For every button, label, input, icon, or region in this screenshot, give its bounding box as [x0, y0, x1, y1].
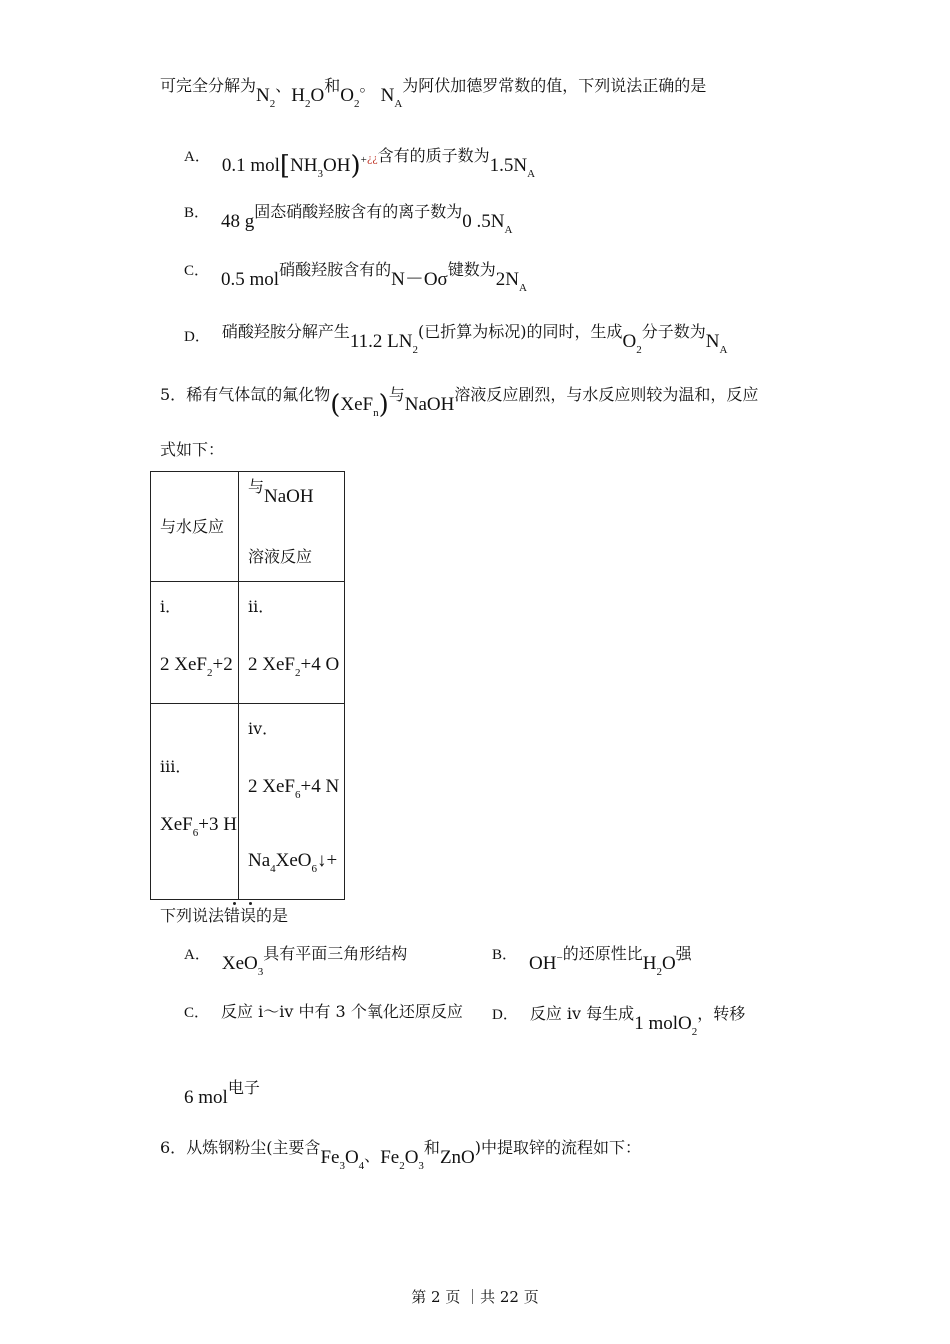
option-5d-cont: 6 mol电子	[184, 1078, 260, 1108]
reaction-table	[150, 471, 345, 900]
question-5-stem-cont: 式如下：	[160, 440, 225, 459]
table-header-water: 与水反应	[151, 472, 239, 582]
reaction-ii: ii． 2 XeF$_2$+4 O	[239, 582, 345, 704]
option-5c: C． 反应 i～iv 中有 3 个氧化还原反应	[184, 1002, 463, 1021]
option-4c: C． 0.5 mol硝酸羟胺含有的N－Oσ键数为$2N_A$	[184, 260, 527, 294]
reaction-i: i． 2 XeF$_2$+2	[151, 582, 239, 704]
option-5d: D． 反应 iv 每生成1 molO$_2$，转移	[492, 1004, 746, 1038]
table-dot-right	[249, 902, 252, 905]
table-dot-left	[233, 902, 236, 905]
option-4a: A． 0.1 $mol[NH_3OH)^{+¿¿}$含有的质子数为$1.5N_A$	[184, 146, 536, 181]
reaction-iii: iii． XeF$_6$+3 H	[151, 704, 239, 900]
page-footer: 第 2 页 ｜共 22 页	[411, 1288, 539, 1306]
option-5a: A． XeO$_3$具有平面三角形结构	[184, 944, 408, 978]
reaction-iv: iv． 2 XeF$_6$+4 N $Na_4XeO_6↓+$	[239, 704, 345, 900]
option-4d: D． 硝酸羟胺分解产生11.2 $LN_2$(已折算为标况)的同时，生成$O_2$分子数为$N_A$	[184, 322, 728, 356]
option-5b: B． OH−的还原性比$H_2O$强	[492, 944, 692, 978]
question-6-stem: 6．从炼钢粉尘(主要含$Fe_3O_4$、$Fe_2O_3$和ZnO)中提取锌的流程如下：	[160, 1138, 642, 1172]
intro-line: 可完全分解为$N_2$、$H_2O$和$O_2$。 $N_A$为阿伏加德罗常数的值，下列说法正确的是	[160, 76, 707, 110]
question-5-ask: 下列说法错误的是	[160, 906, 289, 925]
question-5-stem: 5．稀有气体氙的氟化物(XeF$_n$)与NaOH溶液反应剧烈，与水反应则较为温和，反应	[160, 385, 759, 420]
option-4b: B． 48 g固态硝酸羟胺含有的离子数为0 $.5N_A$	[184, 202, 513, 236]
table-header-naoh: 与NaOH 溶液反应	[239, 472, 345, 582]
